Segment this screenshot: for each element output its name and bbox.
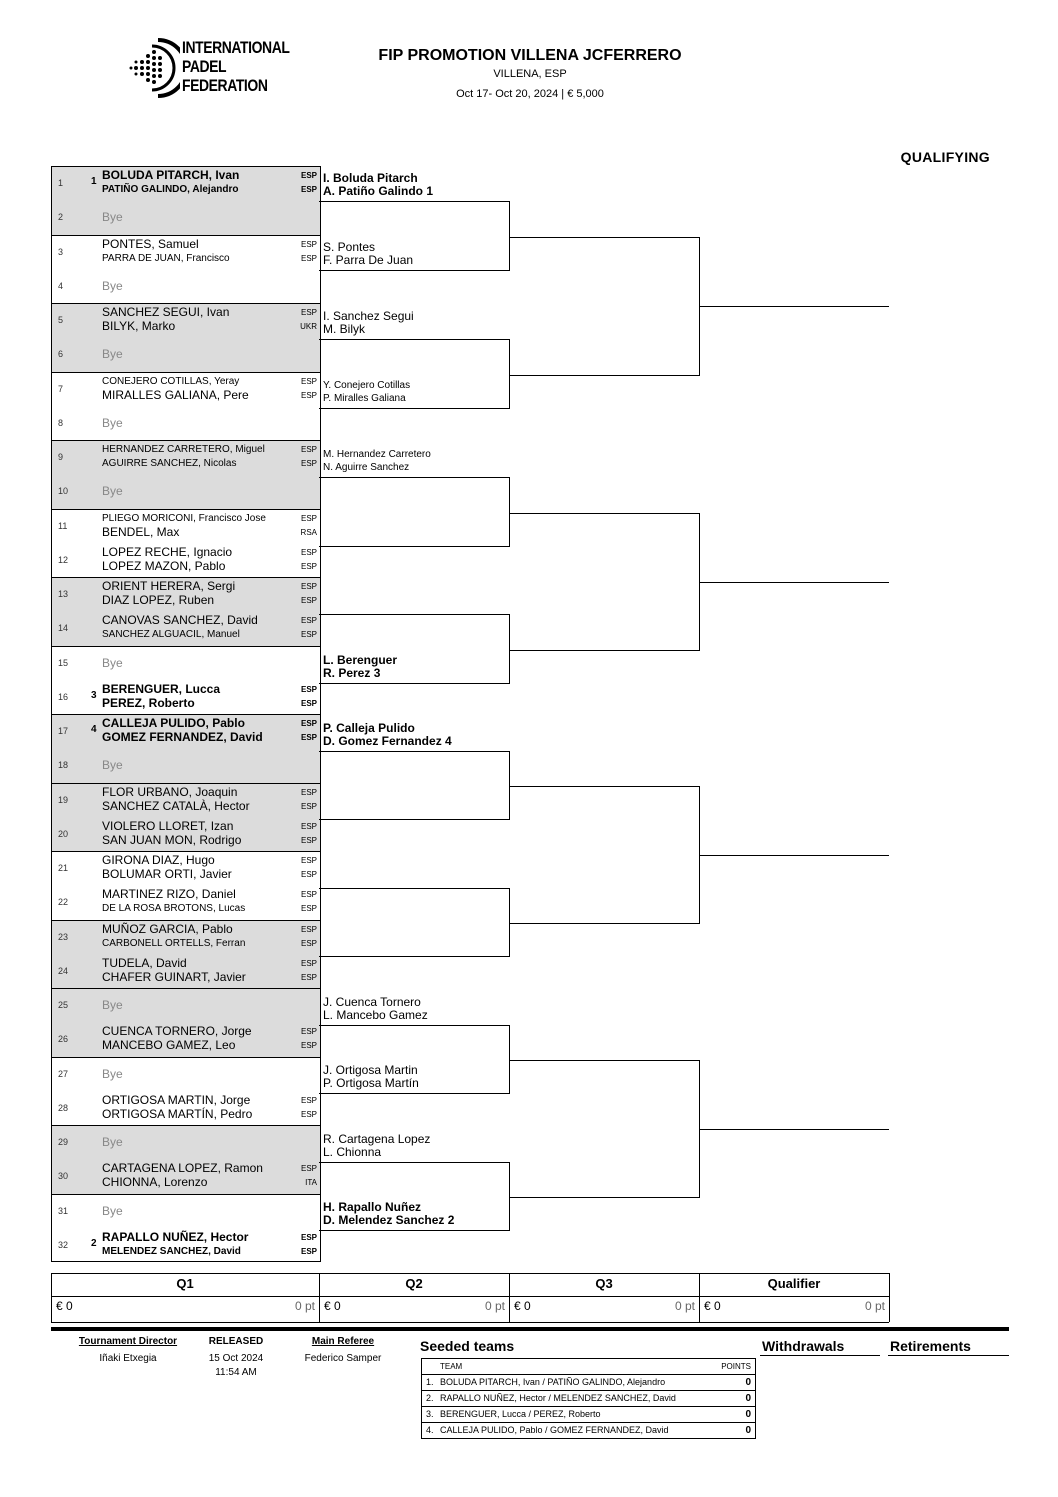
draw-slot <box>52 954 320 988</box>
player-name: PATIÑO GALINDO, Alejandro <box>102 184 239 195</box>
player-country: ESP <box>300 616 317 626</box>
bye-label: Bye <box>102 758 123 773</box>
player-name: BENDEL, Max <box>102 524 180 539</box>
slot-number: 12 <box>58 554 69 565</box>
player-country: ESP <box>300 459 317 468</box>
player-name: FLOR URBANO, Joaquin <box>102 784 238 799</box>
seed-number: 3 <box>91 689 97 701</box>
slot-number: 5 <box>58 315 64 325</box>
draw-slot <box>52 885 320 919</box>
q1-winner-name: L. Chionna <box>323 1145 382 1159</box>
q1-winner-name: N. Aguirre Sanchez <box>323 462 410 473</box>
player-country: ESP <box>300 596 317 605</box>
round-prize: € 0 <box>514 1299 531 1313</box>
seeded-row <box>422 1406 755 1422</box>
player-country: ESP <box>300 924 317 934</box>
slot-number: 21 <box>58 863 69 873</box>
footer-rule <box>51 1327 1009 1331</box>
player-country: ESP <box>300 733 317 742</box>
bracket-line <box>509 786 700 787</box>
round-points: 0 pt <box>294 1299 315 1313</box>
player-country: ESP <box>300 684 317 694</box>
bracket-line <box>509 375 700 376</box>
slot-number: 28 <box>58 1102 69 1113</box>
draw-slot <box>52 1022 320 1056</box>
draw-slot <box>52 1057 320 1091</box>
draw-slot <box>52 406 320 440</box>
bracket-line <box>319 270 510 271</box>
player-name: SANCHEZ CATALÀ, Hector <box>102 798 250 813</box>
draw-slot <box>52 988 320 1022</box>
bracket-line <box>699 306 889 307</box>
bracket-line <box>319 819 510 820</box>
slot-number: 7 <box>58 383 64 394</box>
player-name: BOLUDA PITARCH, Ivan <box>102 168 240 182</box>
slot-number: 23 <box>58 931 69 942</box>
bracket-line <box>319 408 510 409</box>
slot-number: 29 <box>58 1137 69 1147</box>
slot-number: 25 <box>58 1000 69 1010</box>
bracket-line <box>699 1129 889 1130</box>
bracket-line <box>319 477 510 478</box>
player-name: MIRALLES GALIANA, Pere <box>102 387 249 402</box>
withdrawals-title: Withdrawals <box>762 1338 845 1354</box>
slot-number: 4 <box>58 280 64 291</box>
retirements-rule <box>888 1355 1009 1356</box>
slot-number: 20 <box>58 828 69 839</box>
player-country: ESP <box>300 390 317 400</box>
bracket-line <box>319 1093 510 1094</box>
player-country: ESP <box>300 1027 317 1037</box>
player-name: LOPEZ MAZON, Pablo <box>102 558 226 573</box>
slot-number: 14 <box>58 623 69 634</box>
released-label: RELEASED <box>208 1336 264 1347</box>
player-country: ESP <box>300 719 317 728</box>
draw-slot <box>52 1159 320 1193</box>
slot-number: 13 <box>58 589 69 599</box>
bye-label: Bye <box>102 278 123 293</box>
player-country: ESP <box>300 787 317 797</box>
slot-number: 17 <box>58 726 69 736</box>
player-name: SAN JUAN MON, Rodrigo <box>102 832 242 847</box>
slot-number: 32 <box>58 1239 69 1250</box>
team-col-header: TEAM <box>440 1362 463 1371</box>
player-country: ESP <box>300 870 317 879</box>
draw-slot <box>52 269 320 303</box>
bye-label: Bye <box>102 1066 123 1081</box>
player-country: ESP <box>300 630 317 640</box>
player-country: ESP <box>300 1246 317 1256</box>
bracket-line <box>319 339 510 340</box>
seeded-points: 0 <box>745 1409 751 1420</box>
player-country: ESP <box>300 513 317 523</box>
seeded-row <box>422 1422 755 1438</box>
q1-winner-name: R. Cartagena Lopez <box>323 1132 431 1146</box>
draw-slot <box>52 680 320 714</box>
player-country: RSA <box>300 527 317 537</box>
bye-label: Bye <box>102 415 123 430</box>
q1-winner-name: P. Calleja Pulido <box>323 721 415 735</box>
slot-number: 1 <box>58 178 64 188</box>
bracket-line <box>319 683 510 684</box>
q1-winner-name: A. Patiño Galindo 1 <box>323 184 434 198</box>
player-country: ESP <box>300 972 317 982</box>
withdrawals-rule <box>760 1355 880 1356</box>
player-country: UKR <box>300 322 317 331</box>
bracket-line <box>509 237 700 238</box>
player-country: ESP <box>300 904 317 914</box>
round-points: 0 pt <box>484 1299 505 1313</box>
draw-slot <box>52 1194 320 1228</box>
retirements-title: Retirements <box>890 1338 971 1354</box>
q1-winner-name: I. Boluda Pitarch <box>323 171 418 185</box>
slot-number: 9 <box>58 452 64 462</box>
player-country: ESP <box>300 547 317 557</box>
player-name: MANCEBO GAMEZ, Leo <box>102 1038 236 1053</box>
bracket-line <box>509 339 510 409</box>
q1-winner-name: P. Ortigosa Martín <box>323 1076 419 1090</box>
slot-number: 2 <box>58 212 64 223</box>
bye-label: Bye <box>102 1135 123 1149</box>
bracket-line <box>699 582 889 583</box>
player-country: ESP <box>300 239 317 249</box>
player-name: LOPEZ RECHE, Ignacio <box>102 544 233 559</box>
seeded-team: RAPALLO NUÑEZ, Hector / MELENDEZ SANCHEZ, David <box>440 1393 676 1403</box>
slot-number: 19 <box>58 794 69 805</box>
round-name: Q3 <box>595 1276 613 1291</box>
player-country: ESP <box>300 1041 317 1051</box>
player-name: BERENGUER, Lucca <box>102 681 221 696</box>
player-name: MUÑOZ GARCIA, Pablo <box>102 921 233 936</box>
draw-slot <box>52 1228 320 1262</box>
draw-slot <box>52 474 320 508</box>
player-name: PLIEGO MORICONI, Francisco Jose <box>102 512 266 524</box>
seed-number: 1 <box>91 176 97 187</box>
q1-winner-name: L. Mancebo Gamez <box>323 1008 428 1022</box>
seeded-row <box>422 1390 755 1406</box>
bracket-line <box>319 614 510 615</box>
player-name: SANCHEZ ALGUACIL, Manuel <box>102 629 240 641</box>
player-country: ESP <box>300 582 317 591</box>
bracket-line <box>509 477 510 547</box>
bracket-line <box>509 614 510 684</box>
logo-text: INTERNATIONAL PADEL FEDERATION <box>182 38 290 95</box>
seeded-points: 0 <box>745 1425 751 1436</box>
slot-number: 27 <box>58 1068 69 1079</box>
draw-slot <box>52 748 320 782</box>
bye-label: Bye <box>102 1203 123 1218</box>
round-name: Q1 <box>176 1276 194 1291</box>
q1-winner-name: F. Parra De Juan <box>323 253 414 267</box>
player-name: ORTIGOSA MARTIN, Jorge <box>102 1092 251 1107</box>
draw-slot <box>52 714 320 748</box>
seed-number: 2 <box>91 1237 97 1249</box>
player-country: ESP <box>300 1109 317 1119</box>
slot-number: 3 <box>58 246 64 257</box>
seed-number: 4 <box>91 724 97 735</box>
slot-number: 15 <box>58 657 69 668</box>
draw-slot <box>52 851 320 885</box>
player-name: CALLEJA PULIDO, Pablo <box>102 716 245 730</box>
player-name: VIOLERO LLORET, Izan <box>102 818 234 833</box>
player-name: DE LA ROSA BROTONS, Lucas <box>102 903 246 915</box>
seeded-title: Seeded teams <box>420 1338 515 1354</box>
player-name: BILYK, Marko <box>102 319 176 333</box>
q1-winner-name: J. Ortigosa Martin <box>323 1063 418 1077</box>
player-country: ESP <box>300 308 317 317</box>
slot-number: 30 <box>58 1171 69 1182</box>
bracket-line <box>319 546 510 547</box>
player-country: ESP <box>300 445 317 454</box>
draw-slot <box>52 440 320 474</box>
referee-label: Main Referee <box>311 1336 375 1347</box>
player-name: CARTAGENA LOPEZ, Ramon <box>102 1161 263 1176</box>
q1-winner-name: Y. Conejero Cotillas <box>323 380 411 391</box>
player-country: ESP <box>300 253 317 263</box>
bracket-line <box>509 923 700 924</box>
slot-number: 6 <box>58 349 64 360</box>
player-country: ESP <box>300 938 317 948</box>
director-label: Tournament Director <box>78 1336 178 1347</box>
draw-slot <box>52 783 320 817</box>
seeded-points: 0 <box>745 1377 751 1388</box>
draw-slot <box>52 920 320 954</box>
q1-winner-name: D. Gomez Fernandez 4 <box>323 734 452 748</box>
seeded-rank: 1. <box>426 1377 434 1387</box>
bracket-line <box>319 201 510 202</box>
player-name: GIRONA DIAZ, Hugo <box>102 853 215 867</box>
slot-number: 22 <box>58 897 69 908</box>
player-name: TUDELA, David <box>102 955 187 970</box>
player-name: BOLUMAR ORTI, Javier <box>102 867 232 881</box>
bracket-line <box>319 1230 510 1231</box>
bracket-line <box>319 751 510 752</box>
bracket-line <box>509 513 700 514</box>
player-country: ESP <box>300 1095 317 1105</box>
player-name: AGUIRRE SANCHEZ, Nicolas <box>102 458 237 469</box>
player-country: ITA <box>305 1178 317 1188</box>
draw-slot <box>52 817 320 851</box>
player-country: ESP <box>300 698 317 708</box>
fip-logo-icon <box>128 36 180 100</box>
rounds-top-line <box>51 1273 889 1274</box>
seeded-points: 0 <box>745 1393 751 1404</box>
player-name: HERNANDEZ CARRETERO, Miguel <box>102 444 265 455</box>
section-title: QUALIFYING <box>900 149 990 165</box>
player-name: PARRA DE JUAN, Francisco <box>102 252 230 264</box>
bracket-line <box>699 855 889 856</box>
bracket-line <box>319 1162 510 1163</box>
player-country: ESP <box>300 821 317 831</box>
player-name: ORTIGOSA MARTÍN, Pedro <box>102 1106 253 1121</box>
q1-winner-name: M. Bilyk <box>323 322 365 336</box>
player-name: CHIONNA, Lorenzo <box>102 1175 208 1190</box>
bracket-line <box>319 956 510 957</box>
q1-winner-name: D. Melendez Sanchez 2 <box>323 1213 455 1227</box>
player-name: CONEJERO COTILLAS, Yeray <box>102 375 240 387</box>
draw-slot <box>52 611 320 645</box>
tournament-location: VILLENA, ESP <box>493 68 567 80</box>
round-points: 0 pt <box>864 1299 885 1313</box>
draw-slot <box>52 372 320 406</box>
released-date: 15 Oct 2024 <box>208 1353 264 1364</box>
seeded-header <box>422 1359 755 1374</box>
slot-number: 8 <box>58 417 64 428</box>
player-name: CUENCA TORNERO, Jorge <box>102 1024 252 1039</box>
draw-entries <box>51 166 321 1262</box>
player-name: PEREZ, Roberto <box>102 695 195 710</box>
round-name: Q2 <box>405 1276 423 1291</box>
q1-winner-name: S. Pontes <box>323 240 376 254</box>
slot-number: 18 <box>58 760 69 771</box>
round-prize: € 0 <box>324 1299 341 1313</box>
player-country: ESP <box>300 801 317 811</box>
player-name: PONTES, Samuel <box>102 236 199 251</box>
q1-winner-name: H. Rapallo Nuñez <box>323 1200 422 1214</box>
rounds-bottom-line <box>51 1322 889 1323</box>
slot-number: 10 <box>58 486 69 497</box>
slot-number: 26 <box>58 1034 69 1045</box>
bye-label: Bye <box>102 347 123 362</box>
player-country: ESP <box>300 835 317 845</box>
draw-slot <box>52 577 320 611</box>
seeded-table <box>421 1358 756 1439</box>
q1-winner-name: J. Cuenca Tornero <box>323 995 421 1009</box>
seeded-team: CALLEJA PULIDO, Pablo / GOMEZ FERNANDEZ, David <box>440 1425 669 1435</box>
slot-number: 11 <box>58 520 68 531</box>
bracket-line <box>319 888 510 889</box>
bracket-line <box>509 201 510 271</box>
draw-slot <box>52 646 320 680</box>
seeded-row <box>422 1374 755 1390</box>
round-name: Qualifier <box>767 1276 821 1291</box>
bye-label: Bye <box>102 210 123 225</box>
tournament-dates-prize: Oct 17- Oct 20, 2024 | € 5,000 <box>456 88 604 100</box>
player-name: SANCHEZ SEGUI, Ivan <box>102 305 230 319</box>
q1-winner-name: M. Hernandez Carretero <box>323 449 431 460</box>
player-name: MARTINEZ RIZO, Daniel <box>102 887 236 902</box>
round-prize: € 0 <box>704 1299 721 1313</box>
slot-number: 16 <box>58 691 69 702</box>
player-country: ESP <box>300 185 317 194</box>
player-name: DIAZ LOPEZ, Ruben <box>102 593 215 607</box>
bracket-line <box>319 1025 510 1026</box>
q1-winner-name: L. Berenguer <box>323 653 398 667</box>
player-country: ESP <box>300 890 317 900</box>
player-country: ESP <box>300 561 317 571</box>
player-country: ESP <box>300 171 317 180</box>
bye-label: Bye <box>102 998 123 1012</box>
draw-slot <box>52 235 320 269</box>
draw-slot <box>52 303 320 337</box>
referee-name: Federico Samper <box>304 1353 382 1364</box>
released-time: 11:54 AM <box>215 1367 257 1378</box>
q1-winner-name: R. Perez 3 <box>323 666 381 680</box>
bracket-line <box>509 1060 700 1061</box>
draw-slot <box>52 509 320 543</box>
q1-winner-name: I. Sanchez Segui <box>323 309 414 323</box>
draw-slot <box>52 1091 320 1125</box>
q1-winner-name: P. Miralles Galiana <box>323 393 406 404</box>
draw-slot <box>52 1125 320 1159</box>
tournament-title: FIP PROMOTION VILLENA JCFERRERO <box>378 47 682 64</box>
seeded-team: BERENGUER, Lucca / PEREZ, Roberto <box>440 1409 601 1419</box>
rounds-header-line <box>51 1296 889 1297</box>
seeded-rank: 4. <box>426 1425 434 1435</box>
player-name: MELENDEZ SANCHEZ, David <box>102 1245 241 1257</box>
draw-slot <box>52 166 320 200</box>
player-name: CANOVAS SANCHEZ, David <box>102 613 258 628</box>
player-name: ORIENT HERERA, Sergi <box>102 579 236 593</box>
player-country: ESP <box>300 958 317 968</box>
slot-number: 31 <box>58 1205 69 1216</box>
round-points: 0 pt <box>674 1299 695 1313</box>
draw-slot <box>52 543 320 577</box>
seeded-team: BOLUDA PITARCH, Ivan / PATIÑO GALINDO, Alejandro <box>440 1377 666 1387</box>
bye-label: Bye <box>102 484 123 499</box>
player-name: CARBONELL ORTELLS, Ferran <box>102 937 246 949</box>
bye-label: Bye <box>102 655 123 670</box>
seeded-rank: 3. <box>426 1409 434 1419</box>
draw-slot <box>52 337 320 371</box>
player-country: ESP <box>300 856 317 865</box>
seeded-rank: 2. <box>426 1393 434 1403</box>
player-country: ESP <box>300 376 317 386</box>
player-name: GOMEZ FERNANDEZ, David <box>102 730 263 744</box>
director-name: Iñaki Etxegia <box>99 1353 157 1364</box>
player-name: CHAFER GUINART, Javier <box>102 969 246 984</box>
points-col-header: POINTS <box>721 1362 751 1371</box>
player-name: RAPALLO NUÑEZ, Hector <box>102 1229 249 1244</box>
round-divider <box>889 1273 890 1322</box>
slot-number: 24 <box>58 965 69 976</box>
player-country: ESP <box>300 1232 317 1242</box>
bracket-line <box>509 650 700 651</box>
fip-logo <box>128 36 298 100</box>
draw-slot <box>52 200 320 234</box>
player-country: ESP <box>300 1164 317 1174</box>
bracket-line <box>509 1197 700 1198</box>
round-prize: € 0 <box>56 1299 73 1313</box>
